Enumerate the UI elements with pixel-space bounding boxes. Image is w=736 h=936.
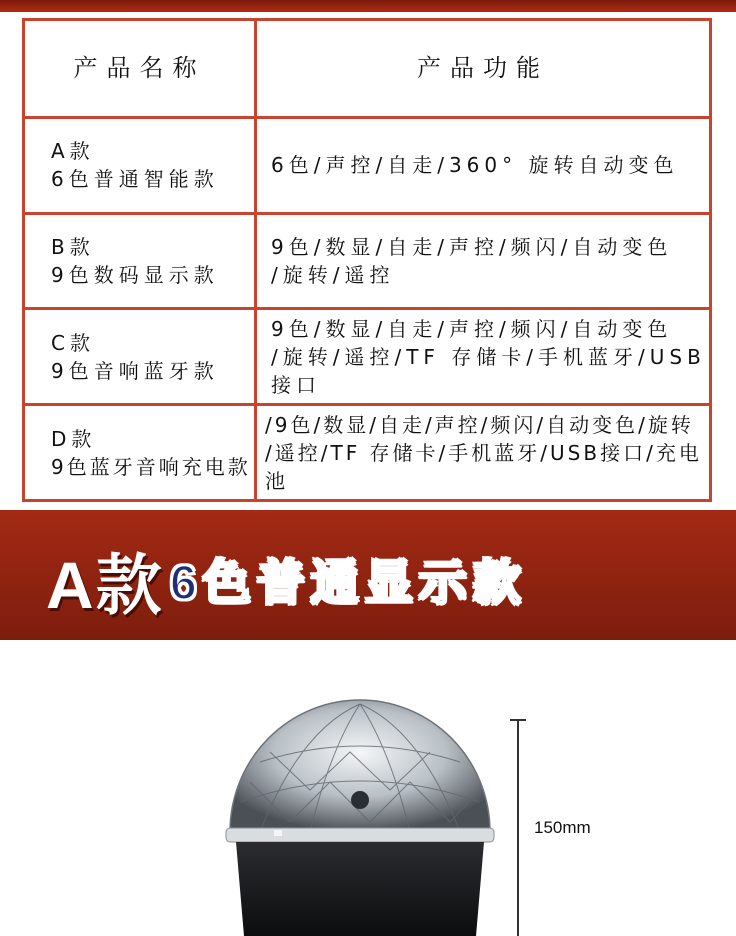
function-cell bbox=[256, 117, 711, 213]
function-line: 6色/声控/自走/360° 旋转自动变色 bbox=[271, 153, 679, 178]
model-cell bbox=[24, 309, 256, 405]
model-cell bbox=[24, 117, 256, 213]
function-line: 9色/数显/自走/声控/频闪/自动变色 bbox=[271, 234, 673, 259]
function-line: /遥控/TF 存储卡/手机蓝牙/USB接口/充电池 bbox=[265, 440, 702, 493]
model-name: 6色普通智能款 bbox=[51, 167, 219, 192]
model-code: B款 bbox=[51, 234, 95, 259]
model-code: A款 bbox=[51, 139, 95, 164]
model-name: 9色数码显示款 bbox=[51, 262, 219, 287]
top-header-strip bbox=[0, 0, 736, 12]
table-row bbox=[24, 213, 711, 309]
function-cell bbox=[256, 213, 711, 309]
function-cell bbox=[256, 309, 711, 405]
function-cell bbox=[256, 405, 711, 501]
model-name: 9色蓝牙音响充电款 bbox=[51, 454, 251, 479]
model-cell bbox=[24, 405, 256, 501]
function-line: /旋转/遥控/TF 存储卡/手机蓝牙/USB接口 bbox=[271, 344, 706, 397]
header-product-name: 产品名称 bbox=[24, 20, 256, 118]
model-name: 9色音响蓝牙款 bbox=[51, 358, 219, 383]
model-banner bbox=[0, 510, 736, 640]
table-row bbox=[24, 309, 711, 405]
banner-model-code: A款 bbox=[46, 548, 164, 622]
header-product-function: 产品功能 bbox=[256, 20, 711, 118]
model-code: C款 bbox=[51, 330, 95, 355]
function-line: 9色/数显/自走/声控/频闪/自动变色 bbox=[271, 316, 673, 341]
function-line: /9色/数显/自走/声控/频闪/自动变色/旋转 bbox=[265, 412, 694, 437]
table-header-row bbox=[24, 20, 711, 118]
disco-ball-light-image bbox=[220, 690, 500, 936]
dimension-line bbox=[517, 720, 519, 936]
banner-model-description: 6色普通显示款 bbox=[170, 557, 527, 610]
dimension-label: 150mm bbox=[534, 818, 591, 837]
table-row bbox=[24, 117, 711, 213]
model-code: D款 bbox=[51, 426, 97, 451]
table-row bbox=[24, 405, 711, 501]
model-cell bbox=[24, 213, 256, 309]
function-line: /旋转/遥控 bbox=[271, 262, 395, 287]
spec-table bbox=[22, 18, 712, 502]
